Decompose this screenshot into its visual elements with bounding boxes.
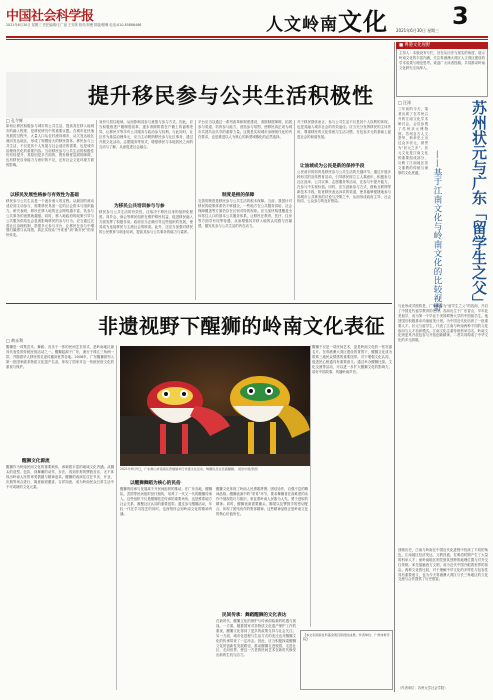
- masthead-rule: [6, 36, 488, 38]
- editor-note-header: ■ 粤港文化视野: [396, 42, 488, 49]
- article2-note: 【本文系国家社科基金项目阶段性成果；作者单位：广州体育学院】: [303, 633, 390, 642]
- editor-note-text: 主持人：本版设有专栏，旨在从历史与现实的角度，展示岭南文化的丰富内涵，关注粤港澳大湾区人文湾区建设的学术成果与理论思考。欢迎广大读者投稿，共同推动岭南文化研究走向深入。: [399, 51, 485, 70]
- feature-subtitle: ——基于江南文化与岭南文化的比较视野: [432, 150, 442, 312]
- article1-subheading-2: 为移民公共培训参与与参: [114, 204, 165, 209]
- column-name-big: 文化: [338, 7, 388, 36]
- column-divider: [294, 120, 295, 300]
- article2-subheading-3: 民间传承：舞蹈醒狮的文化表达: [222, 613, 287, 618]
- lion-dance-illustration: [120, 346, 310, 466]
- column-divider: [116, 345, 117, 690]
- column-name-small: 人文岭南: [266, 15, 338, 35]
- article2-col1b: 醒狮作为岭南民间文化的重要载体，承载着丰富的地域文化内涵。从狮头的造型、色彩，到舞狮的动作、步法，再到伴奏的锣鼓音乐，无不体现出岭南人民的审美情趣与精神追求。醒狮的表演往往在节庆、开业、庆典等场合进行，寓意驱邪避害、吉祥如意，成为岭南民众日常生活中不可或缺的文化元素。: [6, 465, 114, 489]
- lion-dance-photo: [120, 346, 310, 466]
- article2-subheading-1: 醒狮文化源流: [22, 459, 50, 464]
- page-number: 3: [452, 2, 469, 30]
- feature-title: 苏州状元与广东「留学生之父」: [470, 100, 488, 310]
- article1-subheading-4: 让油城成为公民是新的保持手段: [300, 164, 365, 169]
- feature-col2: 回顾历史，江南与岭南在中国近代化进程中扮演了不同的角色。江南地区经济发达、文教昌盛，在明清时期产生了大量的科举人才；而岭南地区则凭借其独特的地理位置与对外交往传统，率先接触西方文明，成为近代中国开眼看世界的前沿。两种文化的比较，对于理解中华文化的多样性与包容性具有重要意义，也为今天粤港澳大湾区与长三角地区的文化交流与合作提供了历史借鉴。: [398, 548, 488, 582]
- masthead-rule-thin: [6, 39, 488, 40]
- article1-col3b: 完善的制度是移民参与公共生活的根本保障。当前，我国针对移民的政策体系仍不够健全，一些地方在公共服务供给、社会保障覆盖等方面仍存在区别对待的现象。应当加快构建覆盖全体常住人口的基本公共服务体系，让移民在教育、医疗、住房等方面享有同等待遇，从而增强其对移入地的认同感与归属感，激发其参与公共生活的内在动力。: [198, 199, 292, 228]
- article1-subheading-1: 以移民发展性格参与有效性为基础: [10, 193, 79, 198]
- article2-byline: □ 黄永利: [6, 338, 24, 343]
- article2-col3b: 在新时代，醒狮文化的保护与传承面临新的机遇与挑战。一方面，随着国家对非物质文化遗产保护工作的重视，醒狮文化得到了更多的政策支持与社会关注；另一方面，城市化进程与生活方式的变迁也对醒狮文化的传承带来了一定冲击。因此，应当积极探索醒狮文化的创新性发展路径，推动醒狮走进校园、走进社区、走向世界，使这一古老的民间艺术在新时代焕发出新的生机与活力。: [216, 619, 296, 658]
- article1-col3: 平台应当以通过一系列改革和制度建设，消除制度障碍，拓展参与渠道，培育参与能力，营造参与氛围，使移民真正成为城市共建共治共享的重要力量。这既是实现城市治理现代化的内在要求，也是推进以人为核心的新型城镇化的必然选择。: [198, 120, 292, 139]
- column-divider: [96, 120, 97, 300]
- feature-byline: □ 汪涛: [398, 100, 412, 105]
- masthead-info: 2021年6月30日 星期三 责任编辑/王广禄 王安琪 校对/刘俊 排版/程琳 电话:010-85886466: [6, 23, 142, 27]
- column-name: [266, 2, 388, 37]
- article1-col4b: 公民意识的培育是移民参与公共生活的关键环节。通过开展多种形式的宣传教育活动，引导移民树立主人翁意识，积极参与社区选举、公共议事、志愿服务等活动，在参与中提升能力、在参与中实现价值。同时，应当创新参与方式，借助互联网等新技术手段，拓宽移民表达诉求的渠道，使其能够便捷地参与到城市公共事务的讨论与决策之中，从而形成政府主导、社会协同、公众参与的良好格局。: [297, 170, 391, 204]
- article1-title: 提升移民参与公共生活积极性: [88, 84, 374, 108]
- article2-col5: 醒狮不仅是一项民间艺术，更是岭南文化的一张亮丽名片。在粤港澳大湾区建设的背景下，醒狮文化成为联系三地民众情感的重要纽带，对于增强文化认同、促进民心相通具有重要意义。通过举办醒狮比赛、文化交流等活动，可以进一步扩大醒狮文化的影响力，讲好中国故事，传播岭南声音。: [312, 345, 392, 374]
- article1-col2: 身份与居住地域，从而影响其参与意愿与参与方式。因此，应当积极推进户籍制度改革，逐步消除附着在户籍上的福利差异，让移民平等享有公共服务与政治参与权利。与此同时，社区作为基层治理单元，应当主动吸纳移民参与社区事务，通过开展文化活动、志愿服务等形式，增强移民与本地居民之间的互动与了解，从而促进社会融合。: [99, 120, 193, 149]
- article1-col4: 对于移民群体而言，参与公共生活不仅是其个人权利的体现，也是其融入城市社会的有效途径。应当充分发挥移民的主体作用，尊重移民的文化传统与生活习惯，在包容多元的基础上促进社会的和谐发展。: [297, 120, 391, 139]
- column-divider: [195, 120, 196, 300]
- article2-col3: 醒狮文化体现了岭南人民勇敢拼搏、团结协作、自强不息的精神品格。醒狮表演中的“采青”环节，要求舞狮者在高难度的动作中展现技巧与胆识，象征着岭南人民敢为人先、勇于进取的精神。同时，醒狮表演需要狮头、狮尾以及锣鼓手的密切配合，体现了团结协作的集体精神。这些精神品格正是岭南文化的核心价值所在。: [216, 487, 308, 516]
- article2-col2: 醒狮的传承与发展离不开民间组织的推动。在广东各地，醒狮队、武馆等民间组织世代相传，培养了一代又一代的醒狮传承人。这些组织不仅是醒狮技艺传承的重要场所，也是维系地方社会关系、凝聚社区认同的重要纽带。通过参与醒狮活动，年轻一代在学习技艺的同时，也深刻体会到岭南文化的精神内涵。: [120, 487, 212, 516]
- article1-col1b: 移民参与公共生活是一个逐步深入的过程。从最初的被动适应到主动参与，需要移民具备一定的社会资本与组织能力。研究表明，移民在移入地的社会网络越丰富，其参与公共事务的意愿就越强。同时，移入地政府的政策引导与公共服务供给也会显著影响移民的参与行为。应当通过完善社区治理机制，搭建多元参与平台，让移民在参与中增强归属感与认同感，真正实现从“外来者”到“新市民”的身份转变。: [6, 199, 94, 238]
- feature-author-unit: （作者单位：苏州大学社会学院）: [398, 686, 448, 690]
- section-divider: [394, 42, 395, 692]
- newspaper-logo: 中国社会科学报: [6, 9, 94, 24]
- article1-col1: 如何让移民积极参与城市的公共生活，提高其在移入地城市的融入程度，是移民研究中的重要议题。在城市化快速发展的过程中，大量人口从农村流向城市，从欠发达地区流向发达地区，形成了规模庞大的移民群体。移民参与公共生活，不仅是其个人发展与社会适应的需要，也是城市治理现代化的重要内容。当前移民参与公共生活的积极性仍有待提升，其原因是多方面的，既有制度层面的障碍，也有移民自身能力与意识的不足，还有社会文化环境方面的影响。: [6, 124, 94, 168]
- photo-caption: 2021年6月5日，广东佛山市南海区西樵镇举行非遗文化活动，舞狮队员在表演醒狮。 视觉中国/供图: [120, 467, 258, 471]
- section-rule: [6, 303, 392, 304]
- article1-col2b: 移民参与公共生活的有效性，还取决于移民自身的组织化程度。同乡会、商会等移民组织在维护移民权益、促进移民融入方面发挥了积极作用。政府应当正确引导这些组织的发展，使其成为连接移民与主流社会的桥梁。此外，还应当加强对移民的公民教育与职业培训，提高其参与公共事务的能力与素养。: [99, 210, 193, 234]
- feature-col1b: 与此形成对照的是，广东被称为“留学生之父”的容闳，开启了中国近代留学教育的先河。容闳出生于广东香山，早年赴美留学，成为第一个毕业于美国耶鲁大学的中国留学生。他回国后积极推动幼童留美计划，为中国近代化培养了一批重要人才。状元与留学生，代表了江南与岭南两种不同的文化取向与人才培养模式。江南文化注重传统科举功名，岭南文化则更具开放包容与开拓创新精神，二者共同构成了中华文化的多元面貌。: [398, 304, 488, 343]
- feature-col1: 三年前的今天，笔者出席了在苏州召开的江南文化学术研讨会，会后参观了苏州状元博物馆。苏州自古人文荟萃，科举史上出过众多状元，被誉为“状元之乡”。状元文化是江南文化的重要组成部分，反映了江南地区崇文重教的传统与深厚的文化底蕴。: [398, 107, 428, 175]
- column-divider: [310, 345, 311, 627]
- issue-date: 2021年6月30日 星期三: [396, 28, 440, 33]
- article2-subheading-2: 以醒狮舞蹈为核心的民俗: [130, 481, 181, 486]
- article1-byline: □ 孔令辉: [6, 118, 24, 123]
- article1-subheading-3: 制度是根的保障: [222, 193, 255, 198]
- article2-title: 非遗视野下醒狮的岭南文化表征: [98, 314, 385, 338]
- article2-col1: 醒狮是一项集武术、舞蹈、音乐于一体的民间艺术形式，是岭南地区最具代表性的传统民俗活动之一。醒狮起源于广东，流行于珠江三角洲一带，并随着华人移民的足迹传播到世界各地。2006年，广东醒狮被列入第一批国家级非物质文化遗产名录，体现了国家对这一传统民俗文化的重视与保护。: [6, 345, 114, 369]
